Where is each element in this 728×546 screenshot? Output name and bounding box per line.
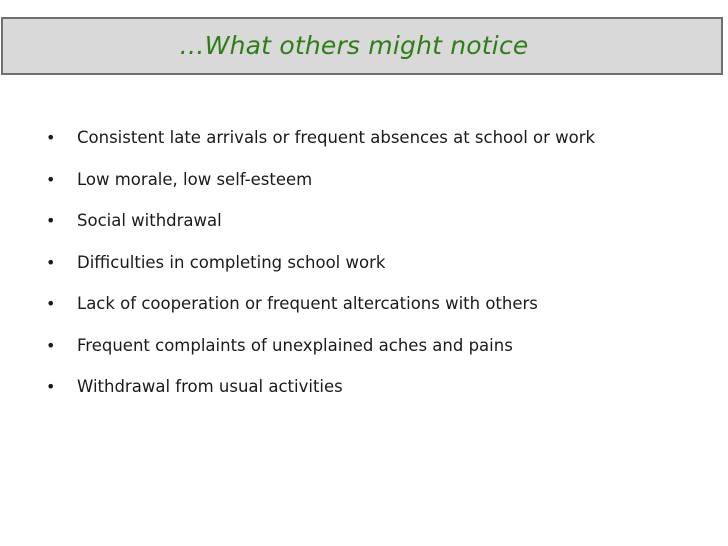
list-item (46, 294, 595, 336)
bullet-point-icon: • (46, 169, 56, 189)
bullet-point-icon: • (46, 128, 56, 147)
slide-title: …What others might notice (179, 30, 529, 60)
list-item (46, 170, 595, 212)
bullet-text: Difficulties in completing school work (77, 252, 386, 272)
list-item (46, 128, 595, 170)
list-item (46, 211, 595, 253)
list-item (46, 377, 595, 419)
title-banner (1, 17, 723, 75)
bullet-point-icon: • (46, 335, 56, 355)
bullet-text: Frequent complaints of unexplained aches and pains (77, 335, 513, 355)
bullet-text: Lack of cooperation or frequent altercations with others (77, 294, 538, 313)
bullet-text: Low morale, low self-esteem (77, 169, 313, 189)
bullet-point-icon: • (46, 211, 56, 230)
bullet-text: Withdrawal from usual activities (77, 377, 343, 396)
list-item (46, 253, 595, 295)
bullet-point-icon: • (46, 294, 56, 313)
bullet-point-icon: • (46, 252, 56, 272)
bullet-point-icon: • (46, 377, 56, 396)
list-item (46, 336, 595, 378)
bullet-text: Social withdrawal (77, 211, 222, 230)
bullet-text: Consistent late arrivals or frequent absences at school or work (77, 128, 596, 147)
bullet-list (46, 128, 595, 419)
